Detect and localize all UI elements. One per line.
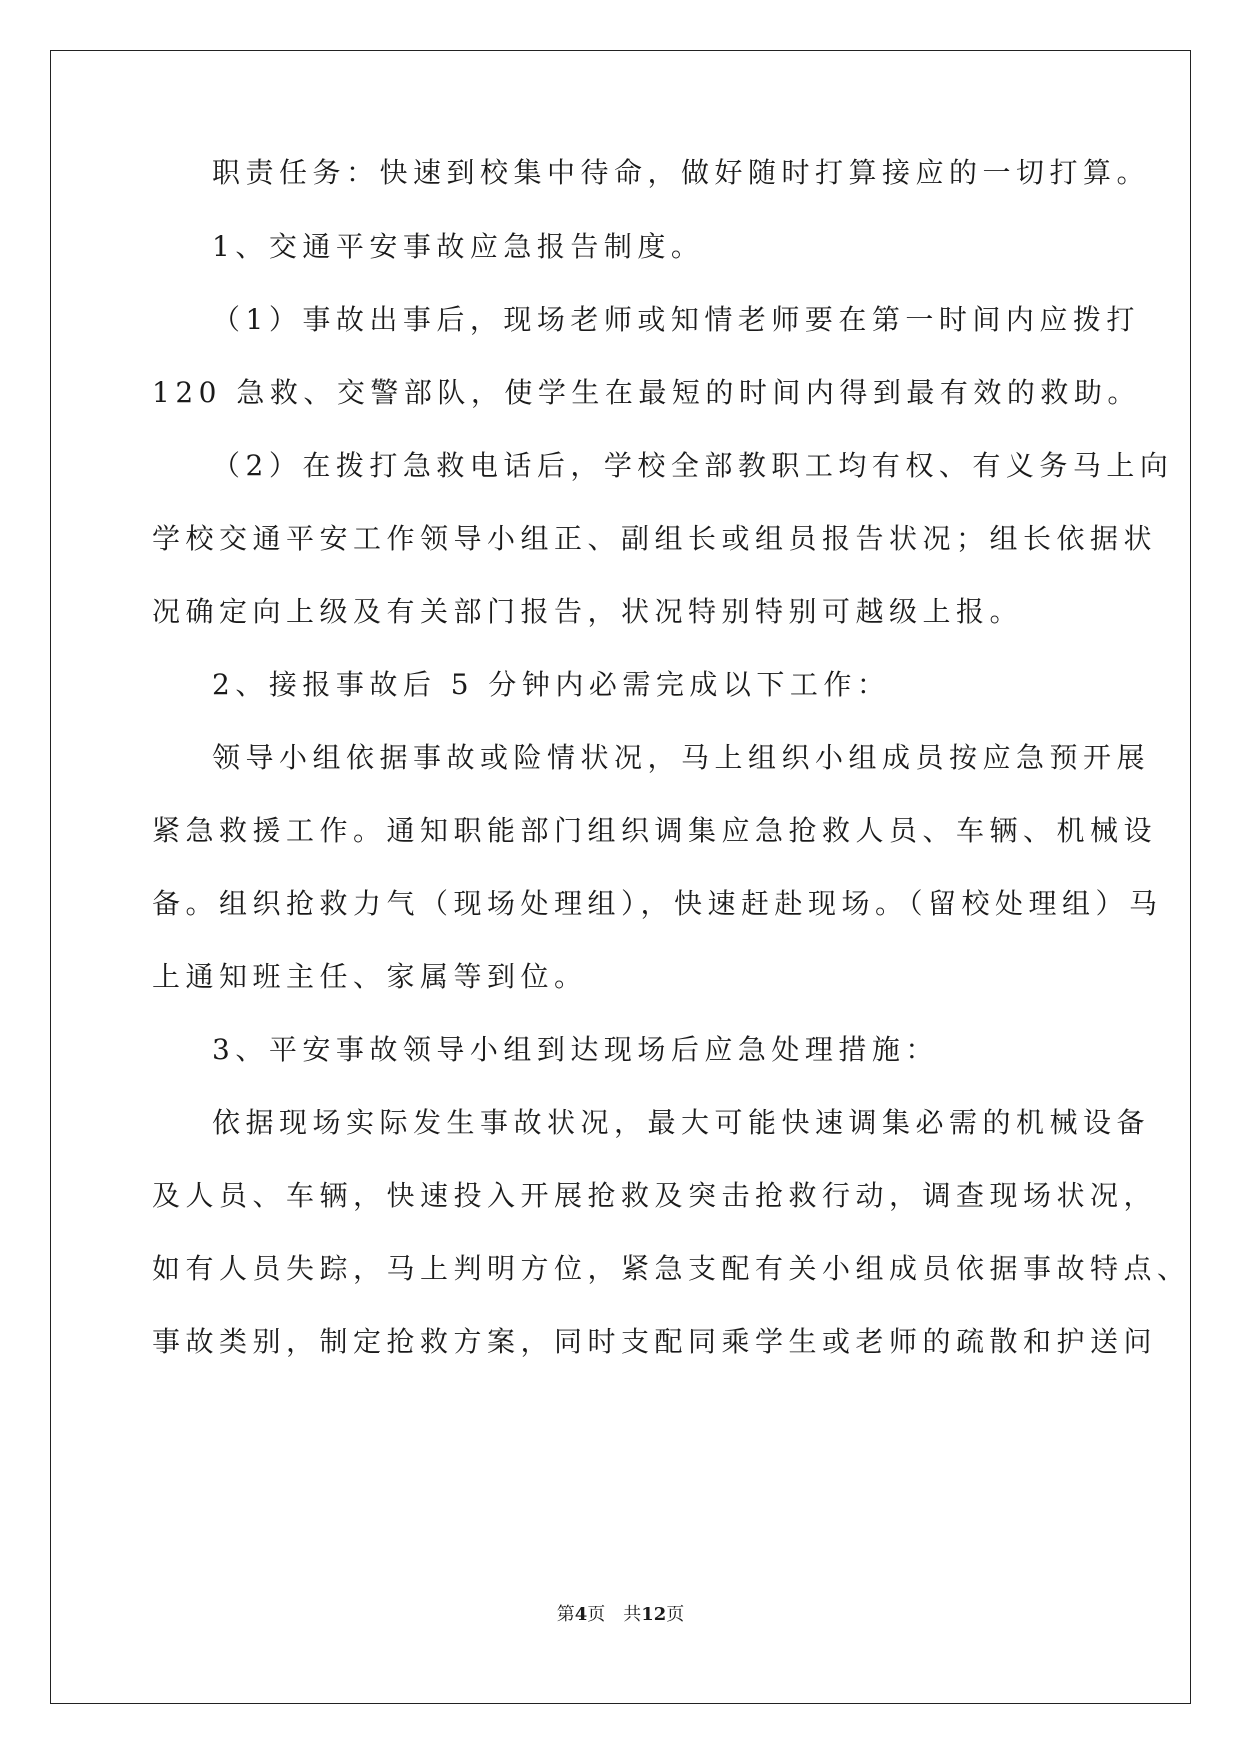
page-footer <box>0 1603 1241 1627</box>
page-border <box>50 50 1191 1704</box>
footer-mid: 页 共 <box>587 1604 642 1625</box>
paragraph-line-6: 学校交通平安工作领导小组正、副组长或组员报告状况；组长依据状 <box>152 522 1158 555</box>
footer-page-number: 4 <box>574 1604 588 1625</box>
section-heading-3: 3、平安事故领导小组到达现场后应急处理措施： <box>212 1033 939 1066</box>
paragraph-line-16: 如有人员失踪，马上判明方位，紧急支配有关小组成员依据事故特点、 <box>152 1252 1191 1285</box>
footer-total-pages: 12 <box>641 1604 667 1625</box>
paragraph-line-17: 事故类别，制定抢救方案，同时支配同乘学生或老师的疏散和护送问 <box>152 1325 1158 1358</box>
footer-prefix: 第 <box>556 1604 575 1625</box>
paragraph-line-5: （2）在拨打急救电话后，学校全部教职工均有权、有义务马上向 <box>212 449 1174 482</box>
section-heading-1: 1、交通平安事故应急报告制度。 <box>212 230 705 263</box>
paragraph-line-10: 紧急救援工作。通知职能部门组织调集应急抢救人员、车辆、机械设 <box>152 814 1158 847</box>
paragraph-line-1: 职责任务：快速到校集中待命，做好随时打算接应的一切打算。 <box>212 156 1151 189</box>
paragraph-line-9: 领导小组依据事故或险情状况，马上组织小组成员按应急预开展 <box>212 741 1151 774</box>
paragraph-line-15: 及人员、车辆，快速投入开展抢救及突击抢救行动，调查现场状况， <box>152 1179 1158 1212</box>
paragraph-line-3: （1）事故出事后，现场老师或知情老师要在第一时间内应拨打 <box>212 303 1140 336</box>
paragraph-line-7: 况确定向上级及有关部门报告，状况特别特别可越级上报。 <box>152 595 1024 628</box>
paragraph-line-12: 上通知班主任、家属等到位。 <box>152 960 588 993</box>
section-heading-2: 2、接报事故后 5 分钟内必需完成以下工作： <box>212 668 891 701</box>
paragraph-line-4: 120 急救、交警部队，使学生在最短的时间内得到最有效的救助。 <box>152 376 1141 409</box>
paragraph-line-11: 备。组织抢救力气（现场处理组），快速赶赴现场。（留校处理组）马 <box>152 887 1163 920</box>
paragraph-line-14: 依据现场实际发生事故状况，最大可能快速调集必需的机械设备 <box>212 1106 1151 1139</box>
footer-suffix: 页 <box>666 1604 685 1625</box>
